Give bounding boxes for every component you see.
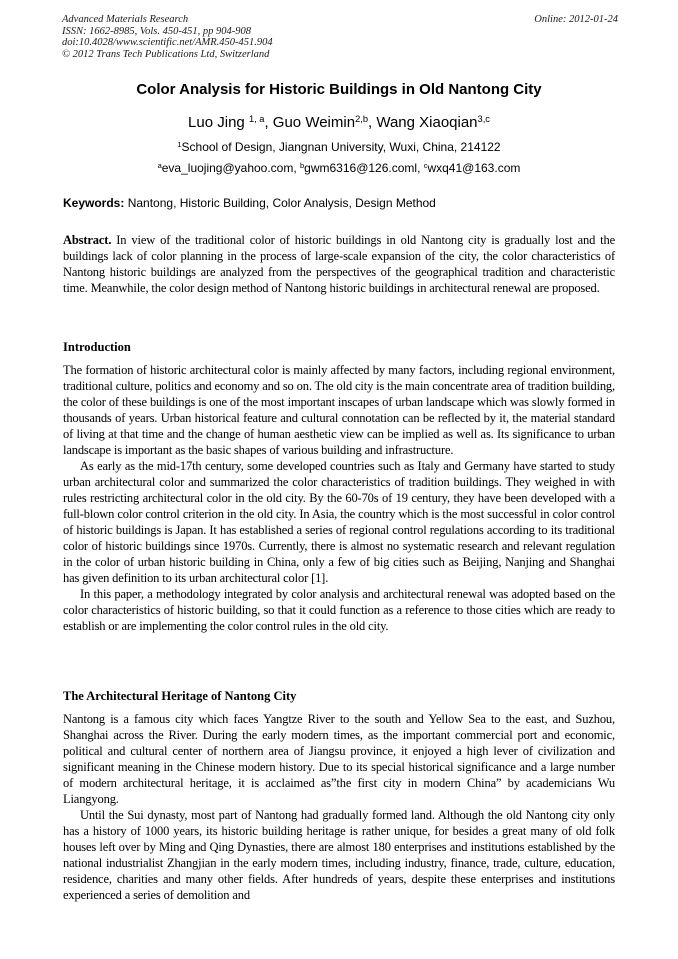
email-link[interactable]: wxq41@163.com: [427, 161, 521, 175]
heritage-body: [63, 711, 615, 903]
abstract-label: Abstract.: [63, 233, 112, 247]
paragraph: The formation of historic architectural color is mainly affected by many factors, including regional environment, traditional culture, politics and economy and so on. The old city is the main concentrate area of tradition building, the color of these buildings is one of the most important inscapes of urban landscape which was slowly formed in thousands of years. Urban historical feature and cultural connotation can be reflected by it, the material standard of living at that time and the change of human aesthetic view can be implied as well as. Its significance to urban landscape is important as the basic shapes of various building and infrastructure.: [63, 363, 615, 457]
email-sup: a: [157, 160, 162, 170]
author-list: Luo Jing $^{1, a}$, Guo Weimin$^{2,b}$, Wang Xiaoqian$^{3,c}$: [188, 113, 490, 131]
affiliation: [0, 140, 678, 154]
email-list: $^a$eva_luojing@yahoo.com, $^b$gwm6316@126.coml, $^c$wxq41@163.com: [157, 160, 521, 175]
email-sup: b: [300, 160, 305, 170]
abstract-text: In view of the traditional color of historic buildings in old Nantong city is gradually lost and the buildings lack of color planning in the process of large-scale expansion of the city, the color characteristics of Nantong historic buildings are analyzed from the perspectives of the geographical tradition and characteristic time. Meanwhile, the color design method of Nantong historic buildings in architectural renewal are proposed.: [63, 233, 615, 295]
affiliation-text: School of Design, Jiangnan University, Wuxi, China, 214122: [181, 140, 501, 154]
keywords-label: Keywords:: [63, 196, 125, 210]
paper-title: Color Analysis for Historic Buildings in Old Nantong City: [136, 81, 542, 98]
author-name: Luo Jing: [188, 114, 245, 131]
paragraph: As early as the mid-17th century, some developed countries such as Italy and Germany have started to study urban architectural color and summarized the color characteristics of tradition buildings. They weighed in with rules restricting architectural color in the old city. By the 60-70s of 19 century, they have been developed with a full-blown color control criterion in the old city. In Asia, the country which is the most successful in color control of historic buildings is Japan. It has established a series of regional control regulations according to its traditional color of historic buildings since 1970s. Currently, there is almost no systematic research and relevant regulation in the color of urban historic building in China, only a few of big cities such as Beijing, Nanjing and Shanghai has given definition to its urban architectural color [1].: [63, 459, 615, 585]
doi-line: doi:10.4028/www.scientific.net/AMR.450-451.904: [62, 37, 273, 48]
abstract: [63, 232, 615, 296]
section-heading-introduction: Introduction: [63, 340, 131, 354]
paragraph: In this paper, a methodology integrated by color analysis and architectural renewal was adopted based on the color characteristics of historic building, so that it could function as a reference to those cities which are ready to establish or are implementing the color control rules in the old city.: [63, 587, 615, 633]
introduction-body: [63, 362, 615, 634]
copyright-line: © 2012 Trans Tech Publications Ltd, Switzerland: [62, 48, 270, 60]
keywords: [63, 196, 619, 210]
online-date: Online: 2012-01-24: [534, 14, 618, 25]
issn-line: ISSN: 1662-8985, Vols. 450-451, pp 904-908: [62, 25, 251, 37]
email-sup: c: [423, 160, 428, 170]
author-name: Guo Weimin: [272, 114, 356, 131]
journal-header: [62, 14, 618, 60]
author-sup: 2,b: [355, 113, 368, 124]
journal-name: Advanced Materials Research: [62, 14, 189, 25]
affiliation-sup: 1: [177, 139, 182, 149]
keywords-text: Nantong, Historic Building, Color Analysis, Design Method: [127, 196, 436, 210]
email-link[interactable]: eva_luojing@yahoo.com: [161, 161, 294, 175]
author-name: Wang Xiaoqian: [376, 114, 478, 131]
author-sup: 3,c: [477, 113, 490, 124]
paragraph: Nantong is a famous city which faces Yangtze River to the south and Yellow Sea to the east, and Suzhou, Shanghai across the River. During the early modern times, as the important commercial port and economic, political and cultural center of northern area of Jiangsu province, it enjoyed a high lever of civilization and significant meaning in the Chinese modern history. Due to its special historical significance and a large number of modern architectural heritage, it is acclaimed as”the first city in modern China” by academicians Wu Liangyong.: [63, 712, 615, 806]
paragraph: Until the Sui dynasty, most part of Nantong had gradually formed land. Although the old Nantong city only has a history of 1000 years, its historic building heritage is rather unique, for besides a great many of old folk houses left over by Ming and Qing Dynasties, there are almost 180 enterprises and institutions established by the national industrialist Zhangjian in the early modern times, including industry, finance, trade, culture, education, residence, charities and many other fields. After hundreds of years, despite these enterprises and institutions experienced a series of demolition and: [63, 808, 615, 902]
author-sup: 1, a: [248, 113, 265, 124]
email-link[interactable]: gwm6316@126.coml: [304, 161, 418, 175]
section-heading-heritage: The Architectural Heritage of Nantong City: [63, 689, 297, 703]
